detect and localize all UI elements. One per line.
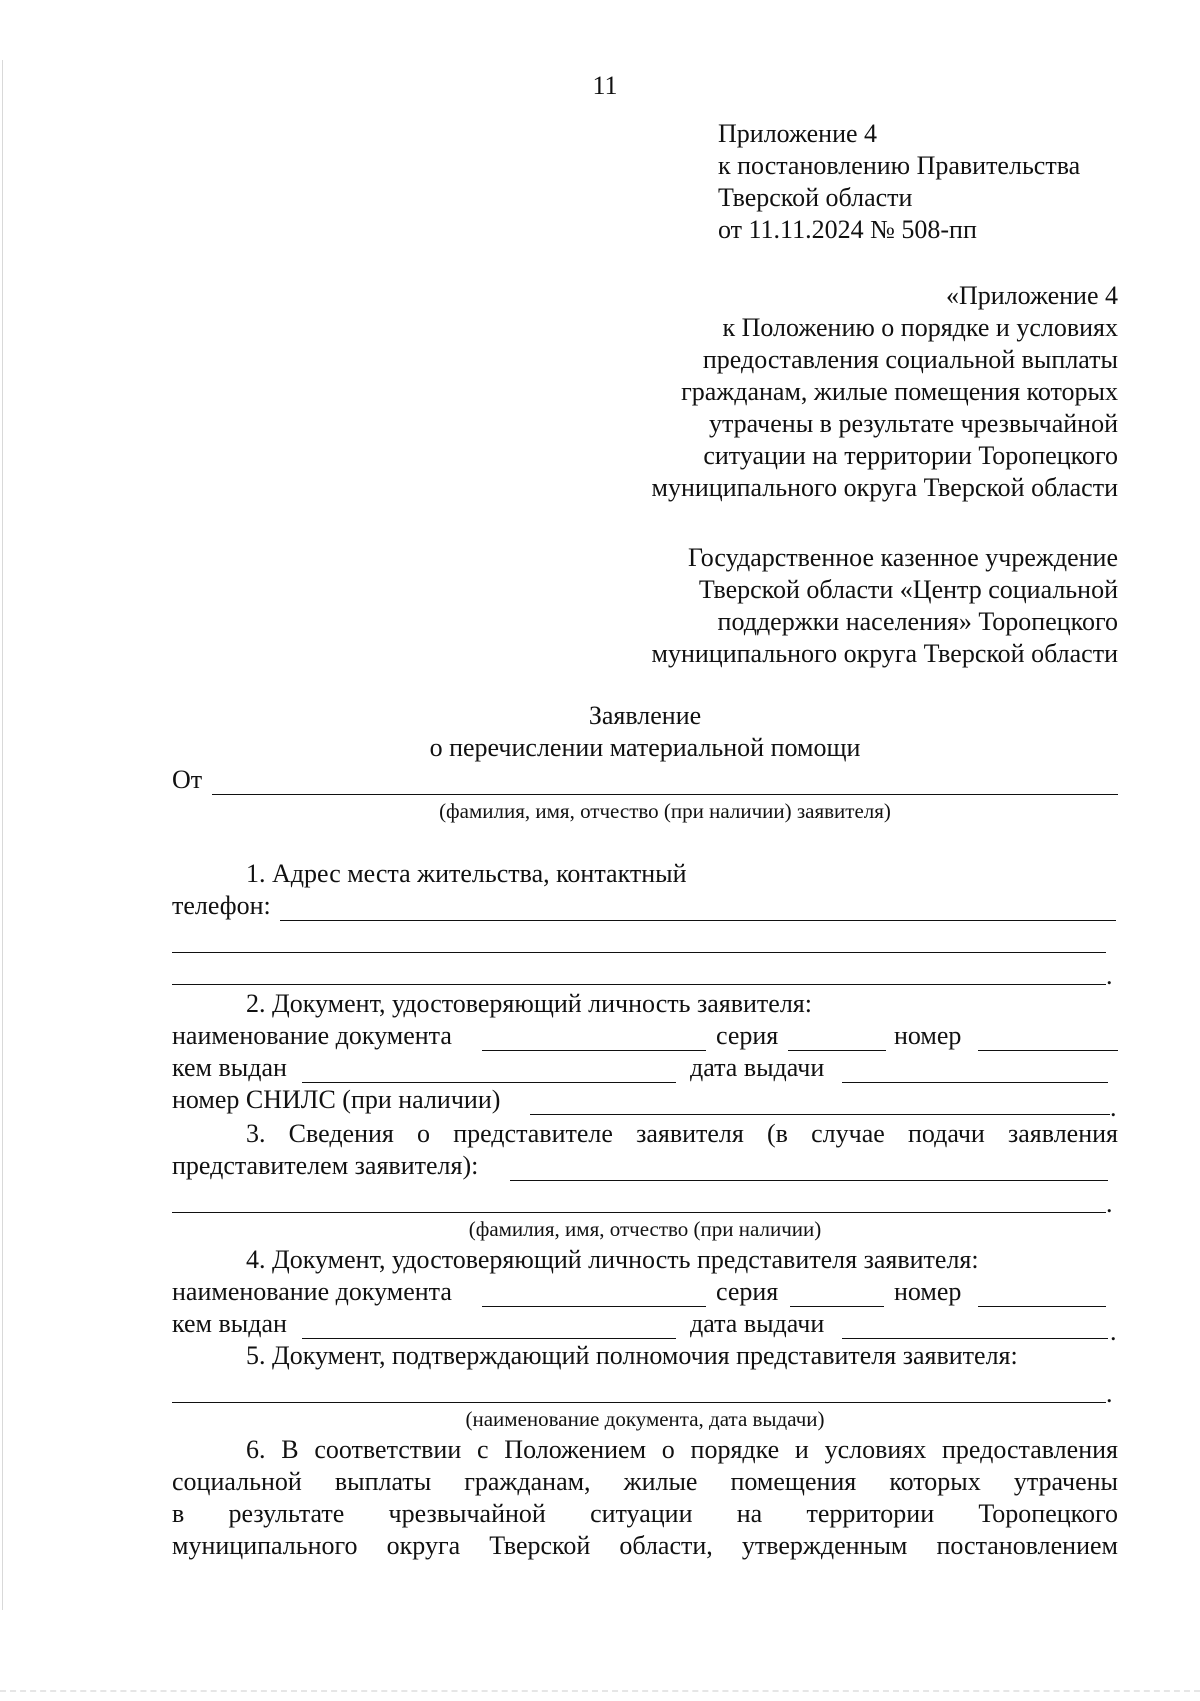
item6-line-1: 6. В соответствии с Положением о порядке и условиях предоставления (246, 1435, 1118, 1464)
item4-issued-by-field[interactable] (302, 1338, 676, 1339)
item3-text: 3. Сведения о представителе заявителя (в случае подачи заявления (246, 1119, 1118, 1148)
applicant-name-field[interactable] (212, 794, 1118, 795)
inner-appendix-line-7: муниципального округа Тверской области (651, 473, 1118, 502)
item5-heading: 5. Документ, подтверждающий полномочия представителя заявителя: (246, 1341, 1018, 1370)
snils-field[interactable] (530, 1114, 1110, 1115)
period: . (1110, 1093, 1117, 1122)
item4-heading: 4. Документ, удостоверяющий личность представителя заявителя: (246, 1245, 979, 1274)
authority-document-hint: (наименование документа, дата выдачи) (465, 1407, 825, 1431)
inner-appendix-line-1: «Приложение 4 (945, 281, 1118, 310)
authority-document-field[interactable] (172, 1402, 1106, 1403)
address-field-line-2[interactable] (172, 952, 1106, 953)
page-number: 11 (592, 71, 618, 100)
addressee-line-4: муниципального округа Тверской области (651, 639, 1118, 668)
item4-issued-by-label: кем выдан (172, 1309, 287, 1338)
item2-series-label: серия (716, 1021, 779, 1050)
item2-doc-name-label: наименование документа (172, 1021, 452, 1050)
item2-heading: 2. Документ, удостоверяющий личность заявителя: (246, 989, 812, 1018)
item2-issue-date-field[interactable] (842, 1082, 1108, 1083)
snils-label: номер СНИЛС (при наличии) (172, 1085, 501, 1114)
representative-hint: (фамилия, имя, отчество (при наличии) (468, 1217, 822, 1241)
item4-series-label: серия (716, 1277, 779, 1306)
inner-appendix-line-6: ситуации на территории Торопецкого (703, 441, 1118, 470)
applicant-name-hint: (фамилия, имя, отчество (при наличии) заявителя) (439, 799, 891, 823)
representative-field-line-2[interactable] (172, 1212, 1106, 1213)
period: . (1110, 1317, 1117, 1346)
item2-series-field[interactable] (788, 1050, 886, 1051)
appendix-line-4: от 11.11.2024 № 508-пп (718, 215, 977, 244)
item4-doc-name-label: наименование документа (172, 1277, 452, 1306)
item4-number-field[interactable] (978, 1306, 1106, 1307)
item4-doc-name-field[interactable] (482, 1306, 706, 1307)
address-field-line-3[interactable] (172, 984, 1106, 985)
item6-line-2: социальной выплаты гражданам, жилые помещения которых утрачены (172, 1467, 1118, 1496)
inner-appendix-line-4: гражданам, жилые помещения которых (681, 377, 1118, 406)
item6-line-3: в результате чрезвычайной ситуации на территории Торопецкого (172, 1499, 1118, 1528)
item1-heading: 1. Адрес места жительства, контактный (246, 859, 687, 888)
item2-issued-by-label: кем выдан (172, 1053, 287, 1082)
addressee-line-3: поддержки населения» Торопецкого (717, 607, 1118, 636)
period: . (1106, 1379, 1113, 1408)
period: . (1106, 961, 1113, 990)
item2-number-label: номер (894, 1021, 962, 1050)
representative-field[interactable] (510, 1180, 1108, 1181)
item2-issued-by-field[interactable] (302, 1082, 676, 1083)
inner-appendix-line-5: утрачены в результате чрезвычайной (709, 409, 1118, 438)
appendix-line-2: к постановлению Правительства (718, 151, 1081, 180)
phone-label: телефон: (172, 891, 271, 920)
period: . (1106, 1189, 1113, 1218)
inner-appendix-line-3: предоставления социальной выплаты (702, 345, 1118, 374)
addressee-line-2: Тверской области «Центр социальной (698, 575, 1118, 604)
item2-doc-name-field[interactable] (482, 1050, 706, 1051)
item3-text-2: представителем заявителя): (172, 1151, 479, 1180)
scan-edge (2, 60, 3, 1610)
item6-line-4: муниципального округа Тверской области, утвержденным постановлением (172, 1531, 1118, 1560)
from-label: От (172, 765, 203, 794)
scan-bottom-edge (0, 1690, 1200, 1692)
item2-issue-date-label: дата выдачи (690, 1053, 825, 1082)
item2-number-field[interactable] (978, 1050, 1118, 1051)
item4-issue-date-label: дата выдачи (690, 1309, 825, 1338)
document-title: Заявление (588, 701, 702, 730)
inner-appendix-line-2: к Положению о порядке и условиях (722, 313, 1118, 342)
appendix-line-3: Тверской области (718, 183, 913, 212)
appendix-line-1: Приложение 4 (718, 119, 878, 148)
addressee-line-1: Государственное казенное учреждение (688, 543, 1118, 572)
document-subtitle: о перечислении материальной помощи (429, 733, 861, 762)
item4-issue-date-field[interactable] (842, 1338, 1108, 1339)
address-phone-field[interactable] (280, 920, 1116, 921)
item4-number-label: номер (894, 1277, 962, 1306)
item4-series-field[interactable] (790, 1306, 884, 1307)
